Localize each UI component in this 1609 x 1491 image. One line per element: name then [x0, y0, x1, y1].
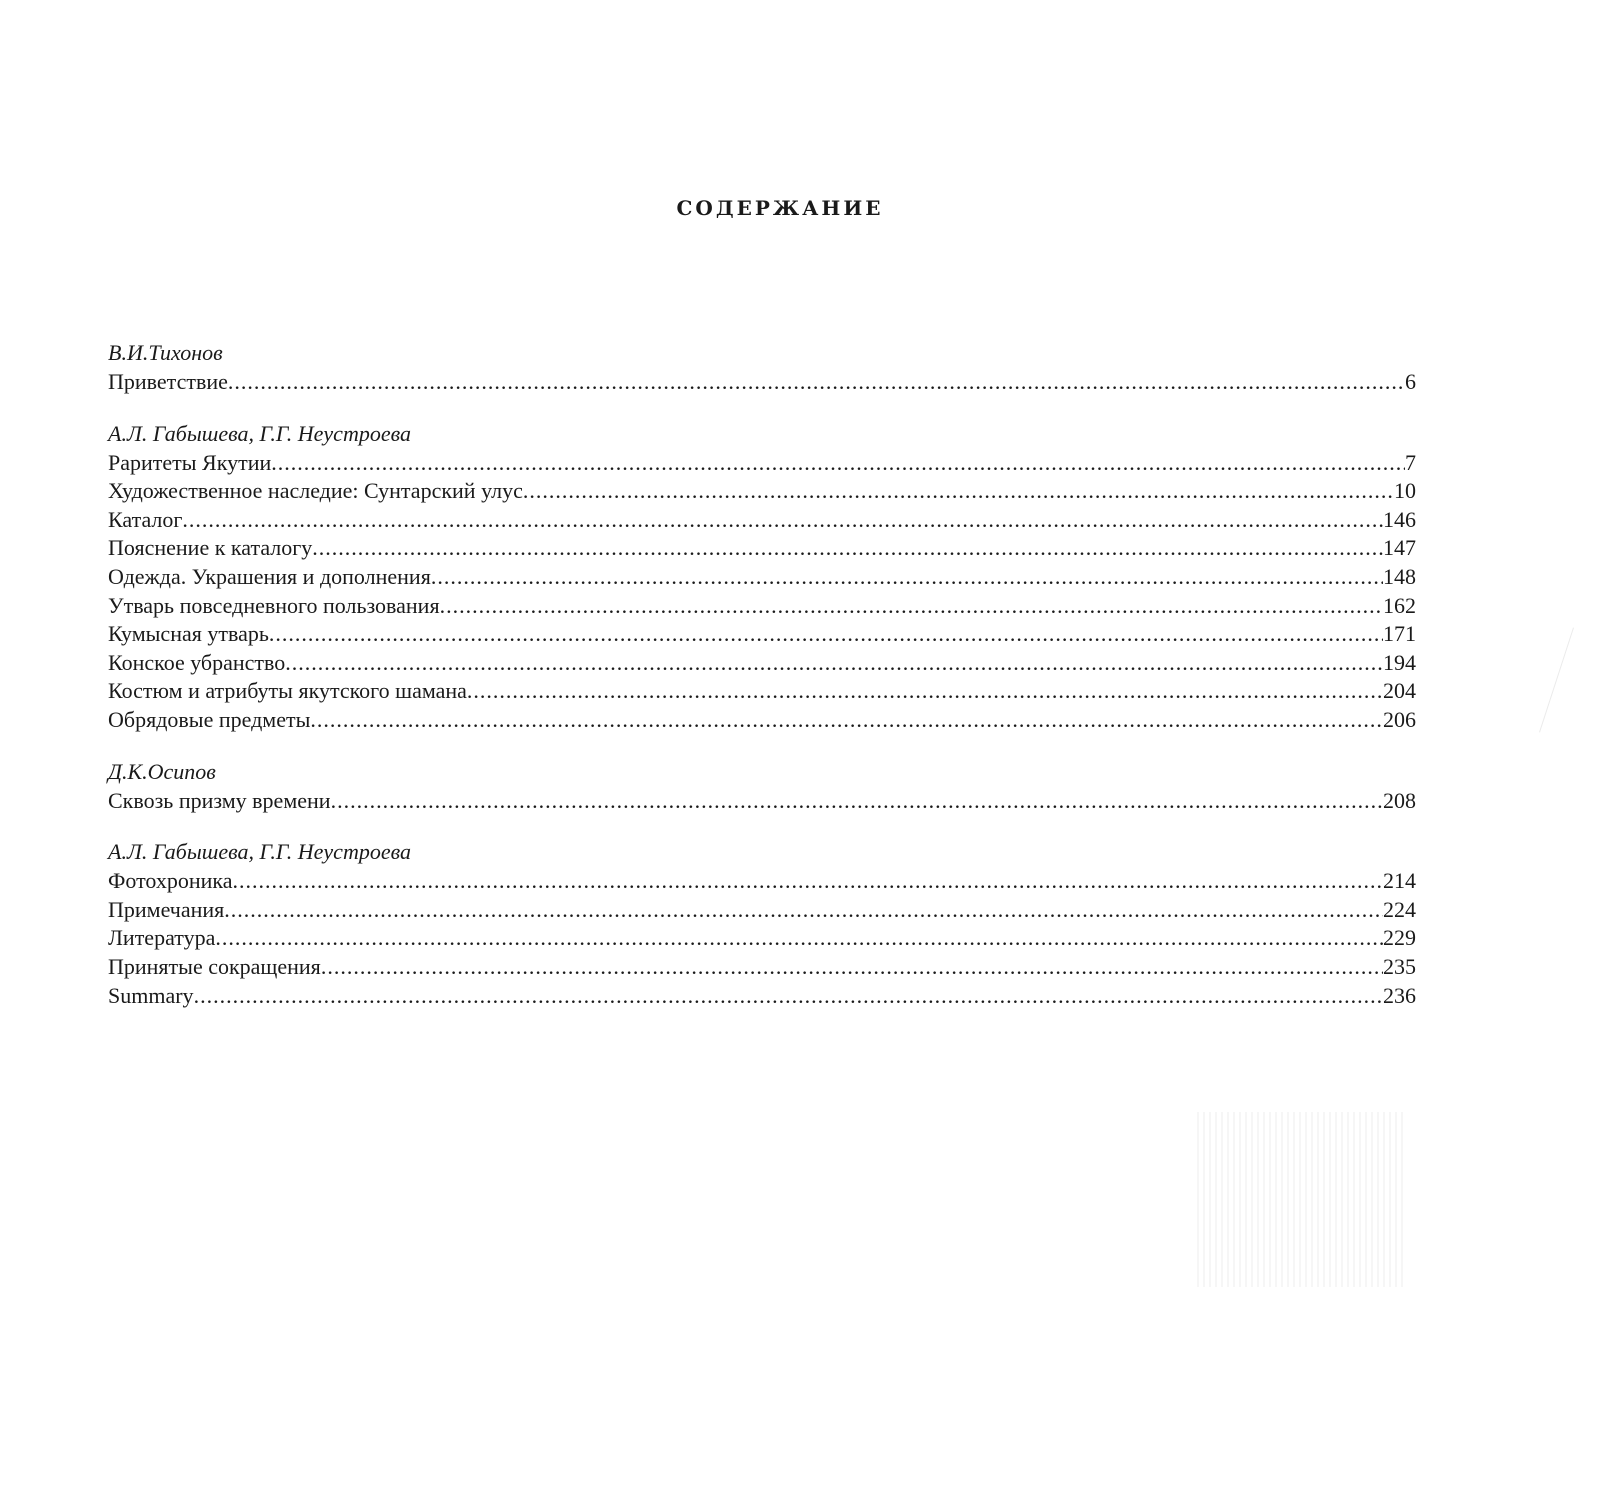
dot-leader	[285, 649, 1383, 678]
entry-label: Приветствие	[108, 369, 228, 394]
toc-entry	[108, 896, 1416, 925]
section-author: Д.К.Осипов	[108, 758, 216, 784]
dot-leader	[312, 534, 1383, 563]
section-author: А.Л. Габышева, Г.Г. Неустроева	[108, 839, 411, 865]
toc-entry	[108, 368, 1416, 397]
dot-leader	[194, 982, 1383, 1011]
entry-page-number: 229	[1383, 925, 1416, 951]
entry-label: Раритеты Якутии	[108, 449, 272, 475]
toc-entry	[108, 677, 1416, 706]
entry-label: Каталог	[108, 506, 183, 532]
entry-label: Принятые сокращения	[108, 953, 321, 979]
toc-entry	[108, 592, 1416, 621]
entry-page-number: 236	[1383, 982, 1416, 1008]
toc-section	[108, 338, 1416, 397]
section-author: А.Л. Габышева, Г.Г. Неустроева	[108, 420, 411, 446]
dot-leader	[331, 787, 1383, 816]
toc-section	[108, 757, 1416, 816]
entry-label: Конское убранство	[108, 649, 286, 675]
dot-leader	[233, 867, 1383, 896]
entry-label: Художественное наследие: Сунтарский улус	[108, 478, 523, 504]
toc-entry	[108, 620, 1416, 649]
entry-page-number: 171	[1383, 621, 1416, 647]
page-title: СОДЕРЖАНИЕ	[676, 196, 884, 220]
entry-page-number: 162	[1383, 592, 1416, 618]
toc-entry	[108, 867, 1416, 896]
entry-label: Утварь повседневного пользования	[108, 592, 440, 618]
toc-entry	[108, 449, 1416, 478]
entry-page-number: 147	[1383, 535, 1416, 561]
entry-label: Summary	[108, 982, 194, 1008]
dot-leader	[215, 924, 1383, 953]
scan-artifact	[1197, 1112, 1407, 1287]
entry-page-number: 7	[1405, 449, 1416, 475]
toc-entry	[108, 787, 1416, 816]
dot-leader	[310, 706, 1383, 735]
entry-page-number: 10	[1394, 478, 1416, 504]
dot-leader	[269, 620, 1383, 649]
table-of-contents	[108, 338, 1416, 1032]
section-author: В.И.Тихонов	[108, 340, 223, 365]
dot-leader	[523, 477, 1394, 506]
scan-edge-line	[1539, 628, 1574, 733]
entry-page-number: 224	[1383, 896, 1416, 922]
toc-entry	[108, 649, 1416, 678]
toc-entry	[108, 563, 1416, 592]
toc-entry	[108, 982, 1416, 1011]
toc-entry	[108, 477, 1416, 506]
dot-leader	[224, 896, 1383, 925]
dot-leader	[271, 449, 1405, 478]
toc-entry	[108, 534, 1416, 563]
dot-leader	[467, 677, 1383, 706]
dot-leader	[321, 953, 1383, 982]
entry-page-number: 148	[1383, 563, 1416, 589]
toc-entry	[108, 706, 1416, 735]
entry-label: Пояснение к каталогу	[108, 535, 313, 561]
entry-page-number: 214	[1383, 868, 1416, 894]
entry-label: Одежда. Украшения и дополнения	[108, 563, 431, 589]
toc-entry	[108, 506, 1416, 535]
entry-page-number: 194	[1383, 649, 1416, 675]
entry-label: Кумысная утварь	[108, 621, 269, 647]
dot-leader	[440, 592, 1383, 621]
entry-label: Фотохроника	[108, 868, 233, 894]
toc-section	[108, 419, 1416, 735]
entry-page-number: 146	[1383, 506, 1416, 532]
entry-page-number: 208	[1383, 787, 1416, 813]
entry-label: Сквозь призму времени	[108, 787, 331, 813]
toc-entry	[108, 953, 1416, 982]
entry-page-number: 235	[1383, 953, 1416, 979]
dot-leader	[228, 368, 1405, 397]
dot-leader	[182, 506, 1383, 535]
entry-page-number: 206	[1383, 706, 1416, 732]
entry-label: Примечания	[108, 896, 225, 922]
entry-label: Обрядовые предметы	[108, 706, 311, 732]
entry-page-number: 6	[1405, 369, 1416, 394]
entry-label: Костюм и атрибуты якутского шамана	[108, 678, 467, 704]
entry-page-number: 204	[1383, 678, 1416, 704]
dot-leader	[431, 563, 1383, 592]
toc-entry	[108, 924, 1416, 953]
entry-label: Литература	[108, 925, 216, 951]
toc-section	[108, 837, 1416, 1010]
